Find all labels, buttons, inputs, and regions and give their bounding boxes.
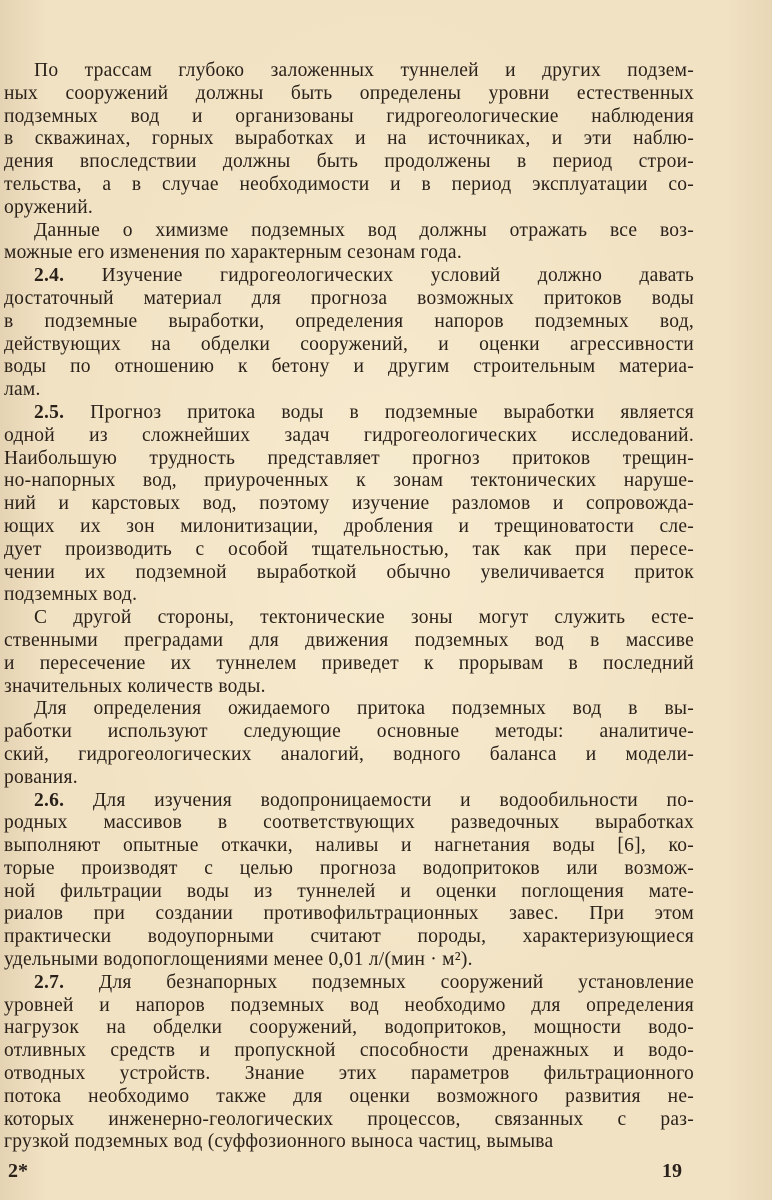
- line-text: тельства, а в случае необходимости и в период эксплуатации со-: [4, 173, 694, 195]
- section-number: 2.6.: [34, 789, 65, 811]
- paragraph: [4, 607, 694, 698]
- line-text: ной фильтрации воды из туннелей и оценки поглощения мате-: [4, 880, 694, 902]
- paragraph: [4, 972, 694, 1154]
- text-line: [4, 516, 694, 539]
- text-line: [4, 698, 694, 721]
- line-text: ний и карстовых вод, поэтому изучение разломов и сопровожда-: [4, 493, 694, 515]
- text-line: [4, 60, 694, 83]
- text-line: [4, 174, 694, 197]
- line-text: дения впоследствии должны быть продолжены в период строи-: [4, 151, 694, 173]
- paragraph: [4, 698, 694, 789]
- text-line: [4, 721, 694, 744]
- line-text: ных сооружений должны быть определены уровни естественных: [4, 82, 694, 104]
- text-line: [4, 1086, 694, 1109]
- line-text: и пересечение их туннелем приведет к прорывам в последний: [4, 652, 694, 674]
- line-text: подземных вод.: [4, 584, 138, 606]
- text-line: [4, 949, 694, 972]
- line-text: выполняют опытные откачки, наливы и нагнетания воды [6], ко-: [4, 835, 694, 857]
- line-text: отливных средств и пропускной способности дренажных и водо-: [4, 1040, 694, 1062]
- line-text: практически водоупорными считают породы, характеризующиеся: [4, 926, 694, 948]
- text-line: [4, 607, 694, 630]
- line-text: оружений.: [4, 196, 94, 218]
- line-text: одной из сложнейших задач гидрогеологических исследований.: [4, 424, 694, 446]
- line-text: нагрузок на обделки сооружений, водопритоков, мощности водо-: [4, 1017, 694, 1039]
- text-line: [4, 493, 694, 516]
- paragraph: [4, 60, 694, 220]
- text-line: [4, 903, 694, 926]
- text-line: [4, 425, 694, 448]
- text-line: [4, 197, 694, 220]
- text-line: [4, 1040, 694, 1063]
- section-number: 2.4.: [34, 265, 65, 287]
- line-text: воды по отношению к бетону и другим строительным материа-: [4, 356, 694, 378]
- line-text: Прогноз притока воды в подземные выработки является: [64, 401, 694, 423]
- paragraph: [4, 265, 694, 402]
- text-line: [4, 151, 694, 174]
- line-text: в скважинах, горных выработках и на источниках, и эти наблю-: [4, 128, 694, 150]
- line-text: Наибольшую трудность представляет прогноз притоков трещин-: [4, 447, 694, 469]
- line-text: рования.: [4, 766, 78, 788]
- text-line: [4, 630, 694, 653]
- text-line: [4, 584, 694, 607]
- line-text: удельными водопоглощениями менее 0,01 л/(мин · м²).: [4, 949, 473, 971]
- line-text: ющих их зон милонитизации, дробления и трещиноватости сле-: [4, 515, 694, 537]
- text-line: [4, 470, 694, 493]
- line-text: По трассам глубоко заложенных туннелей и других подзем-: [34, 60, 694, 81]
- line-text: торые производят с целью прогноза водопритоков или возмож-: [4, 857, 694, 879]
- line-text: родных массивов в соответствующих разведочных выработках: [4, 812, 694, 834]
- text-line: [4, 926, 694, 949]
- text-line: [4, 995, 694, 1018]
- text-line: [4, 265, 694, 288]
- text-line: [4, 448, 694, 471]
- paragraph: [4, 790, 694, 972]
- line-text: ственными преградами для движения подземных вод в массиве: [4, 629, 694, 651]
- line-text: Изучение гидрогеологических условий должно давать: [64, 265, 694, 287]
- line-text: Для изучения водопроницаемости и водообильности по-: [64, 789, 694, 811]
- text-line: [4, 1063, 694, 1086]
- text-line: [4, 858, 694, 881]
- text-line: [4, 356, 694, 379]
- signature-mark: 2*: [8, 1160, 28, 1182]
- line-text: подземных вод и организованы гидрогеологические наблюдения: [4, 105, 694, 127]
- text-line: [4, 334, 694, 357]
- line-text: чении их подземной выработкой обычно увеличивается приток: [4, 561, 694, 583]
- section-number: 2.5.: [34, 401, 65, 423]
- text-line: [4, 653, 694, 676]
- text-line: [4, 83, 694, 106]
- text-line: [4, 106, 694, 129]
- text-line: [4, 242, 694, 265]
- line-text: можные его изменения по характерным сезонам года.: [4, 242, 462, 264]
- text-line: [4, 881, 694, 904]
- line-text: риалов при создании противофильтрационных завес. При этом: [4, 903, 694, 925]
- text-line: [4, 972, 694, 995]
- line-text: значительных количеств воды.: [4, 675, 266, 697]
- text-line: [4, 1131, 694, 1154]
- text-line: [4, 288, 694, 311]
- line-text: Для определения ожидаемого притока подземных вод в вы-: [34, 698, 694, 720]
- line-text: лам.: [4, 379, 41, 401]
- text-line: [4, 562, 694, 585]
- line-text: Для безнапорных подземных сооружений установление: [64, 971, 694, 993]
- line-text: но-напорных вод, приуроченных к зонам тектонических наруше-: [4, 470, 694, 492]
- line-text: которых инженерно-геологических процессов, связанных с раз-: [4, 1108, 694, 1130]
- line-text: отводных устройств. Знание этих параметров фильтрационного: [4, 1063, 694, 1085]
- section-number: 2.7.: [34, 971, 65, 993]
- line-text: действующих на обделки сооружений, и оценки агрессивности: [4, 333, 694, 355]
- text-line: [4, 790, 694, 813]
- line-text: уровней и напоров подземных вод необходимо для определения: [4, 994, 694, 1016]
- text-line: [4, 402, 694, 425]
- paragraph: [4, 402, 694, 607]
- line-text: грузкой подземных вод (суффозионного выноса частиц, вымыва: [4, 1131, 554, 1153]
- line-text: Данные о химизме подземных вод должны отражать все воз-: [34, 219, 694, 241]
- text-line: [4, 812, 694, 835]
- line-text: С другой стороны, тектонические зоны могут служить есте-: [34, 607, 694, 629]
- text-line: [4, 311, 694, 334]
- line-text: ский, гидрогеологических аналогий, водного баланса и модели-: [4, 743, 694, 765]
- text-line: [4, 539, 694, 562]
- line-text: работки используют следующие основные методы: аналитиче-: [4, 721, 694, 743]
- line-text: в подземные выработки, определения напоров подземных вод,: [4, 310, 694, 332]
- text-line: [4, 1017, 694, 1040]
- text-line: [4, 1109, 694, 1132]
- line-text: потока необходимо также для оценки возможного развития не-: [4, 1085, 694, 1107]
- text-line: [4, 835, 694, 858]
- text-line: [4, 744, 694, 767]
- text-line: [4, 676, 694, 699]
- text-line: [4, 220, 694, 243]
- body-text: [0, 60, 694, 1154]
- line-text: достаточный материал для прогноза возможных притоков воды: [4, 287, 694, 309]
- text-line: [4, 379, 694, 402]
- page-number: 19: [662, 1160, 682, 1182]
- paragraph: [4, 220, 694, 266]
- text-line: [4, 128, 694, 151]
- text-line: [4, 767, 694, 790]
- line-text: дует производить с особой тщательностью, так как при пересе-: [4, 538, 694, 560]
